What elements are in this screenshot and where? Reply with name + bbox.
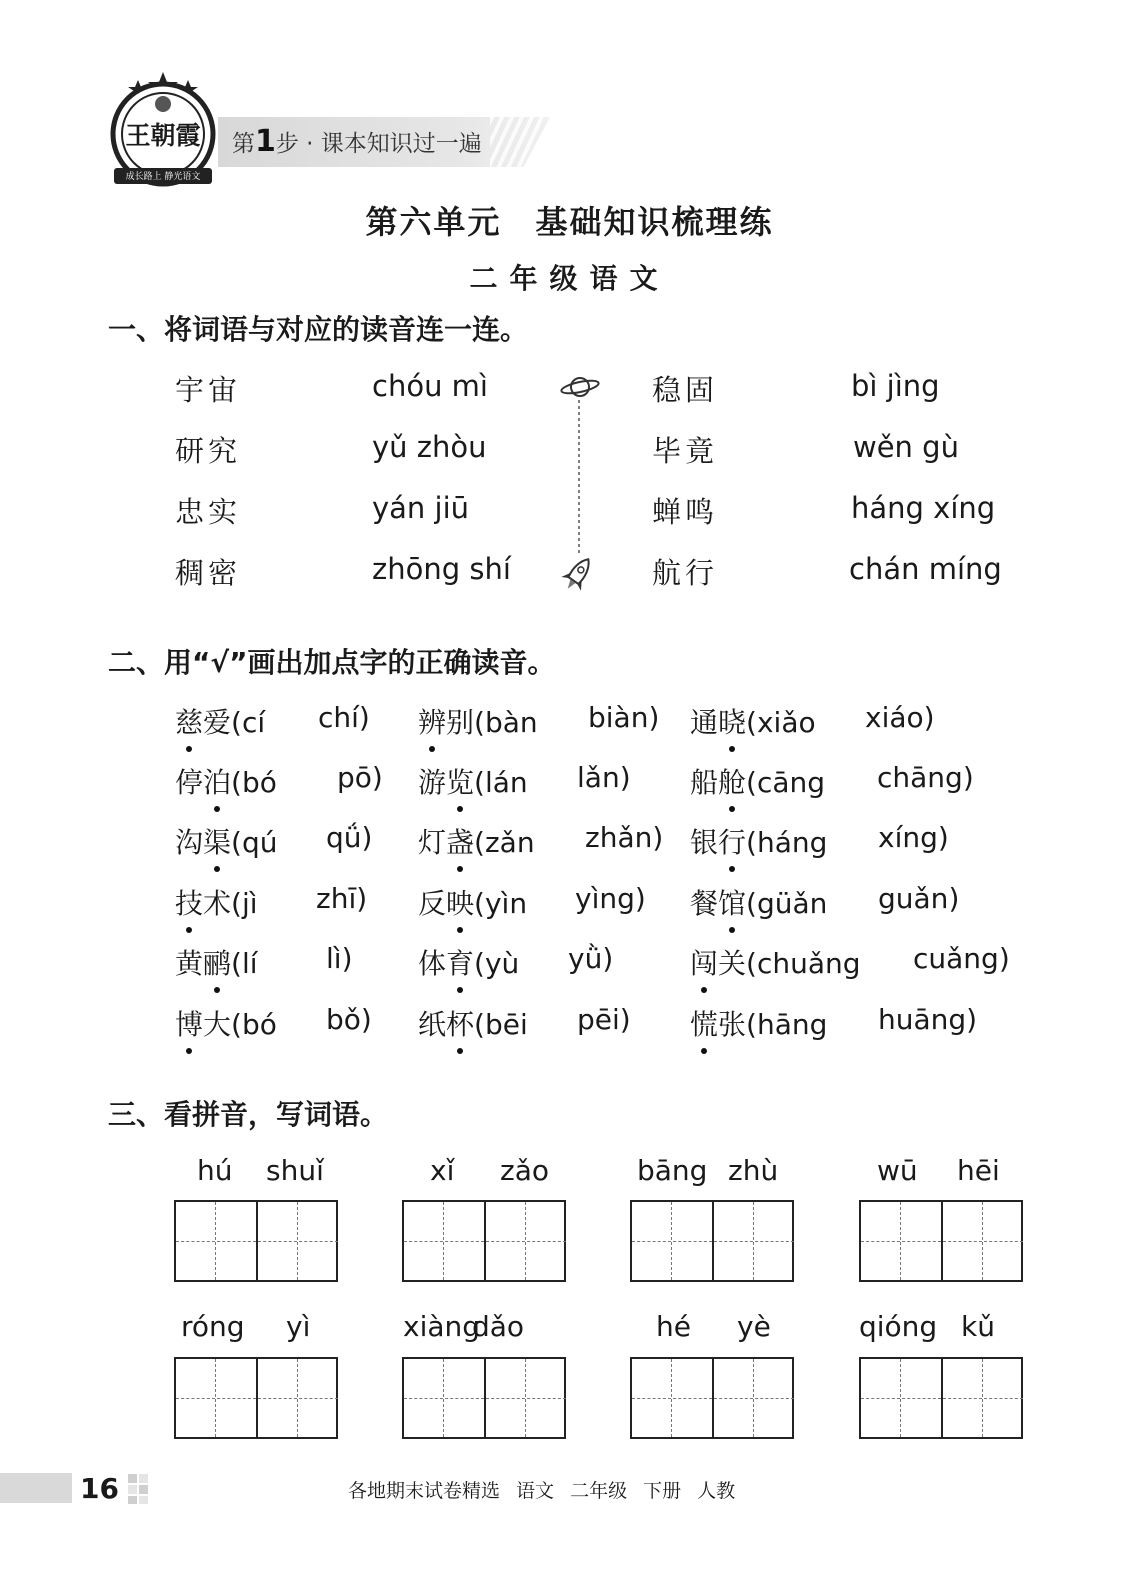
writing-cell[interactable] [256,1359,338,1437]
open-paren: ( [231,766,242,799]
word-char-2: 杯 [446,1003,474,1043]
item-word [175,826,231,859]
item-word [690,947,746,980]
item-word [418,766,474,799]
writing-cell[interactable] [404,1202,484,1280]
open-paren: ( [474,766,485,799]
close-paren: ) [358,701,370,734]
word-char-1: 博 [175,1003,203,1043]
footer-decoration [128,1474,150,1504]
writing-cell[interactable] [256,1202,338,1280]
option-1[interactable]: cāng [756,766,826,799]
pinyin-syllable-2: hēi [957,1154,1000,1187]
pronunciation-item [175,701,265,741]
section-2-heading: 二、用“√”画出加点字的正确读音。 [108,646,556,679]
close-paren: ) [360,1003,372,1036]
item-word [690,887,746,920]
close-paren: ) [619,761,631,794]
right-word: 稳固 [652,373,719,407]
option-1[interactable]: cí [241,706,266,739]
close-paren: ) [937,821,949,854]
writing-cell[interactable] [632,1359,712,1437]
left-word: 稠密 [175,556,242,590]
item-word [418,947,474,980]
option-1[interactable]: lán [484,766,528,799]
word-char-1: 慌 [690,1003,718,1043]
word-char-1: 纸 [418,1008,447,1041]
pinyin-syllable-1: xǐ [430,1154,455,1187]
pinyin-syllable-1: qióng [859,1310,938,1343]
logo-name: 王朝霞 [125,121,201,150]
writing-cell[interactable] [176,1359,256,1437]
word-char-1: 沟 [175,826,204,859]
word-char-2: 鹂 [203,942,231,982]
writing-cell[interactable] [176,1202,256,1280]
option-2[interactable]: zhī [316,882,357,915]
pinyin-syllable-2: dǎo [472,1310,525,1343]
item-word [418,826,474,859]
open-paren: ( [474,947,485,980]
item-word [690,826,746,859]
writing-cell[interactable] [404,1359,484,1437]
pronunciation-item [690,821,827,861]
word-char-2: 大 [203,1008,232,1041]
option-2-wrap [878,821,949,854]
word-char-2: 渠 [203,821,231,861]
close-paren: ) [948,882,960,915]
pinyin-syllable-1: hú [197,1154,233,1187]
pronunciation-item [418,1003,528,1043]
option-1[interactable]: lí [241,947,258,980]
left-word: 忠实 [175,495,242,529]
open-paren: ( [231,1008,242,1041]
right-word: 蝉鸣 [652,495,719,529]
pinyin-syllable-2: zhù [728,1154,779,1187]
option-1[interactable]: qú [241,826,278,859]
planet-rocket-divider [556,368,606,596]
word-char-2: 术 [203,887,232,920]
writing-cell[interactable] [941,1359,1023,1437]
option-2-wrap [878,1003,977,1036]
left-word: 宇宙 [175,373,242,407]
item-word [418,887,474,920]
open-paren: ( [746,766,757,799]
footer-text: 各地期末试卷精选 语文 二年级 下册 人教 [348,1480,736,1502]
word-char-2: 别 [446,706,475,739]
left-word: 研究 [175,434,242,468]
item-word [175,766,231,799]
pronunciation-item [418,761,528,801]
close-paren: ) [652,821,664,854]
option-2[interactable]: bǒ [326,1003,361,1036]
pinyin-syllable-1: bāng [637,1154,708,1187]
option-2[interactable]: zhǎn [585,821,653,854]
option-2[interactable]: guǎn [878,882,949,915]
step-prefix: 第 [232,131,255,157]
option-1[interactable]: háng [756,826,828,859]
open-paren: ( [474,706,485,739]
word-char-2: 张 [718,1008,747,1041]
close-paren: ) [648,701,660,734]
pinyin-syllable-1: wū [877,1154,918,1187]
option-2-wrap [568,942,613,975]
word-char-2: 行 [718,821,746,861]
option-2-wrap [337,761,383,794]
open-paren: ( [746,947,757,980]
option-2-wrap [878,882,959,915]
option-1[interactable]: bēi [484,1008,528,1041]
close-paren: ) [356,882,368,915]
left-pinyin: chóu mì [372,369,488,403]
planet-icon [560,378,599,396]
pronunciation-item [418,942,519,982]
option-2[interactable]: xíng [878,821,938,854]
option-1[interactable]: chuǎng [756,947,861,980]
option-2[interactable]: pō [337,761,372,794]
option-2-wrap [316,882,367,915]
writing-grid[interactable] [174,1357,338,1439]
section-3-heading: 三、看拼音，写词语。 [108,1098,389,1131]
option-2[interactable]: lì [326,942,342,975]
writing-grid[interactable] [859,1200,1023,1282]
close-paren: ) [371,761,383,794]
open-paren: ( [474,1008,485,1041]
pronunciation-item [418,882,527,922]
word-char-1: 慈 [175,701,203,741]
close-paren: ) [634,882,646,915]
word-char-2: 馆 [718,882,746,922]
pronunciation-item [175,882,258,922]
pinyin-syllable-1: hé [656,1310,691,1343]
item-word [175,706,231,739]
option-2-wrap [575,882,646,915]
word-char-1: 体 [418,947,447,980]
option-2-wrap [588,701,659,734]
option-2[interactable]: yǜ [568,942,603,975]
option-1[interactable]: bàn [484,706,538,739]
right-pinyin: chán míng [849,552,1002,586]
word-char-2: 关 [718,947,747,980]
pinyin-syllable-1: róng [181,1310,245,1343]
option-2-wrap [877,761,974,794]
pronunciation-item [175,821,278,861]
right-pinyin: bì jìng [851,369,940,403]
page-subtitle: 二年级语文 [469,262,670,295]
pinyin-syllable-2: yì [286,1310,311,1343]
rocket-icon [558,552,598,595]
word-char-1: 游 [418,766,447,799]
close-paren: ) [998,942,1010,975]
option-2[interactable]: chāng [877,761,963,794]
option-1[interactable]: zǎn [484,826,535,859]
item-word [690,766,746,799]
close-paren: ) [602,942,614,975]
word-char-2: 舱 [718,761,746,801]
open-paren: ( [231,887,242,920]
word-char-1: 停 [175,766,204,799]
option-2[interactable]: chí [318,701,359,734]
open-paren: ( [746,887,757,920]
pinyin-syllable-1: xiàng [403,1310,481,1343]
logo-tagline: 成长路上 静光语文 [125,172,201,182]
writing-cell[interactable] [484,1202,566,1280]
word-char-2: 映 [446,882,474,922]
word-char-1: 技 [175,882,203,922]
pronunciation-item [175,1003,277,1043]
option-1[interactable]: jì [241,887,258,920]
pinyin-syllable-2: zǎo [500,1154,549,1187]
open-paren: ( [231,947,242,980]
left-pinyin: zhōng shí [372,552,511,586]
pinyin-syllable-2: kǔ [961,1310,995,1343]
step-number: 1 [255,124,276,159]
writing-grid[interactable] [402,1357,566,1439]
item-word [690,706,746,739]
pronunciation-item [690,942,861,982]
option-1[interactable]: xiǎo [756,706,816,739]
word-char-1: 餐 [690,887,719,920]
option-2-wrap [577,1003,631,1036]
word-char-2: 爱 [203,706,232,739]
pronunciation-item [175,761,277,801]
right-pinyin: háng xíng [851,491,996,525]
brand-logo [104,70,222,188]
footer-bar [0,1473,72,1503]
option-1[interactable]: bó [241,1008,277,1041]
option-2-wrap [865,701,935,734]
pronunciation-item [175,942,258,982]
word-char-2: 盏 [446,821,474,861]
item-word [418,1008,474,1041]
page-title: 第六单元 基础知识梳理练 [365,203,774,241]
writing-cell[interactable] [712,1359,794,1437]
item-word [690,1008,746,1041]
option-1[interactable]: yìn [484,887,528,920]
right-word: 航行 [652,556,719,590]
writing-cell[interactable] [861,1359,941,1437]
option-1[interactable]: yù [484,947,520,980]
close-paren: ) [341,942,353,975]
open-paren: ( [231,826,242,859]
word-char-2: 育 [446,942,474,982]
option-2[interactable]: pēi [577,1003,620,1036]
close-paren: ) [361,821,373,854]
section-1-heading: 一、将词语与对应的读音连一连。 [108,313,529,346]
writing-grid[interactable] [630,1357,794,1439]
option-2-wrap [326,821,372,854]
item-word [175,1008,231,1041]
word-char-1: 灯 [418,826,447,859]
option-1[interactable]: bó [241,766,277,799]
option-2[interactable]: huāng [878,1003,967,1036]
open-paren: ( [231,706,242,739]
item-word [175,947,231,980]
word-char-2: 泊 [203,761,231,801]
option-2-wrap [585,821,663,854]
open-paren: ( [474,887,485,920]
item-word [175,887,231,920]
pronunciation-item [690,1003,827,1043]
option-2[interactable]: biàn [588,701,649,734]
pronunciation-item [418,701,538,741]
right-word: 毕竟 [652,434,719,468]
word-char-2: 览 [446,761,474,801]
pronunciation-item [690,882,827,922]
writing-cell[interactable] [484,1359,566,1437]
writing-cell[interactable] [712,1202,794,1280]
option-2[interactable]: xiáo [865,701,924,734]
page-number: 16 [80,1472,119,1505]
option-2-wrap [913,942,1010,975]
close-paren: ) [619,1003,631,1036]
word-char-1: 银 [690,826,719,859]
open-paren: ( [746,826,757,859]
word-char-2: 晓 [718,701,746,741]
left-pinyin: yán jiū [372,491,470,525]
pinyin-syllable-2: yè [737,1310,771,1343]
option-2[interactable]: yìng [575,882,635,915]
close-paren: ) [962,761,974,794]
open-paren: ( [474,826,485,859]
item-word [418,706,474,739]
step-label [232,124,482,160]
option-2[interactable]: cuǎng [913,942,999,975]
left-pinyin: yǔ zhòu [372,430,487,464]
word-char-1: 黄 [175,947,204,980]
word-char-1: 闯 [690,942,718,982]
option-2-wrap [326,942,353,975]
open-paren: ( [746,706,757,739]
option-2-wrap [577,761,631,794]
pronunciation-item [418,821,535,861]
writing-grid[interactable] [630,1200,794,1282]
option-2-wrap [326,1003,372,1036]
writing-grid[interactable] [174,1200,338,1282]
pinyin-syllable-2: shuǐ [266,1154,324,1187]
option-1[interactable]: güǎn [756,887,828,920]
word-char-1: 反 [418,887,447,920]
writing-cell[interactable] [941,1202,1023,1280]
writing-cell[interactable] [861,1202,941,1280]
close-paren: ) [923,701,935,734]
writing-grid[interactable] [859,1357,1023,1439]
option-2-wrap [318,701,370,734]
option-1[interactable]: hāng [756,1008,828,1041]
option-2[interactable]: lǎn [577,761,620,794]
pronunciation-item [690,701,816,741]
close-paren: ) [966,1003,978,1036]
word-char-1: 通 [690,706,719,739]
writing-grid[interactable] [402,1200,566,1282]
word-char-1: 船 [690,766,719,799]
step-suffix: 步 · 课本知识过一遍 [275,131,482,157]
option-2[interactable]: qǘ [326,821,362,854]
right-pinyin: wěn gù [853,430,959,464]
word-char-1: 辨 [418,701,446,741]
open-paren: ( [746,1008,757,1041]
writing-cell[interactable] [632,1202,712,1280]
pronunciation-item [690,761,825,801]
